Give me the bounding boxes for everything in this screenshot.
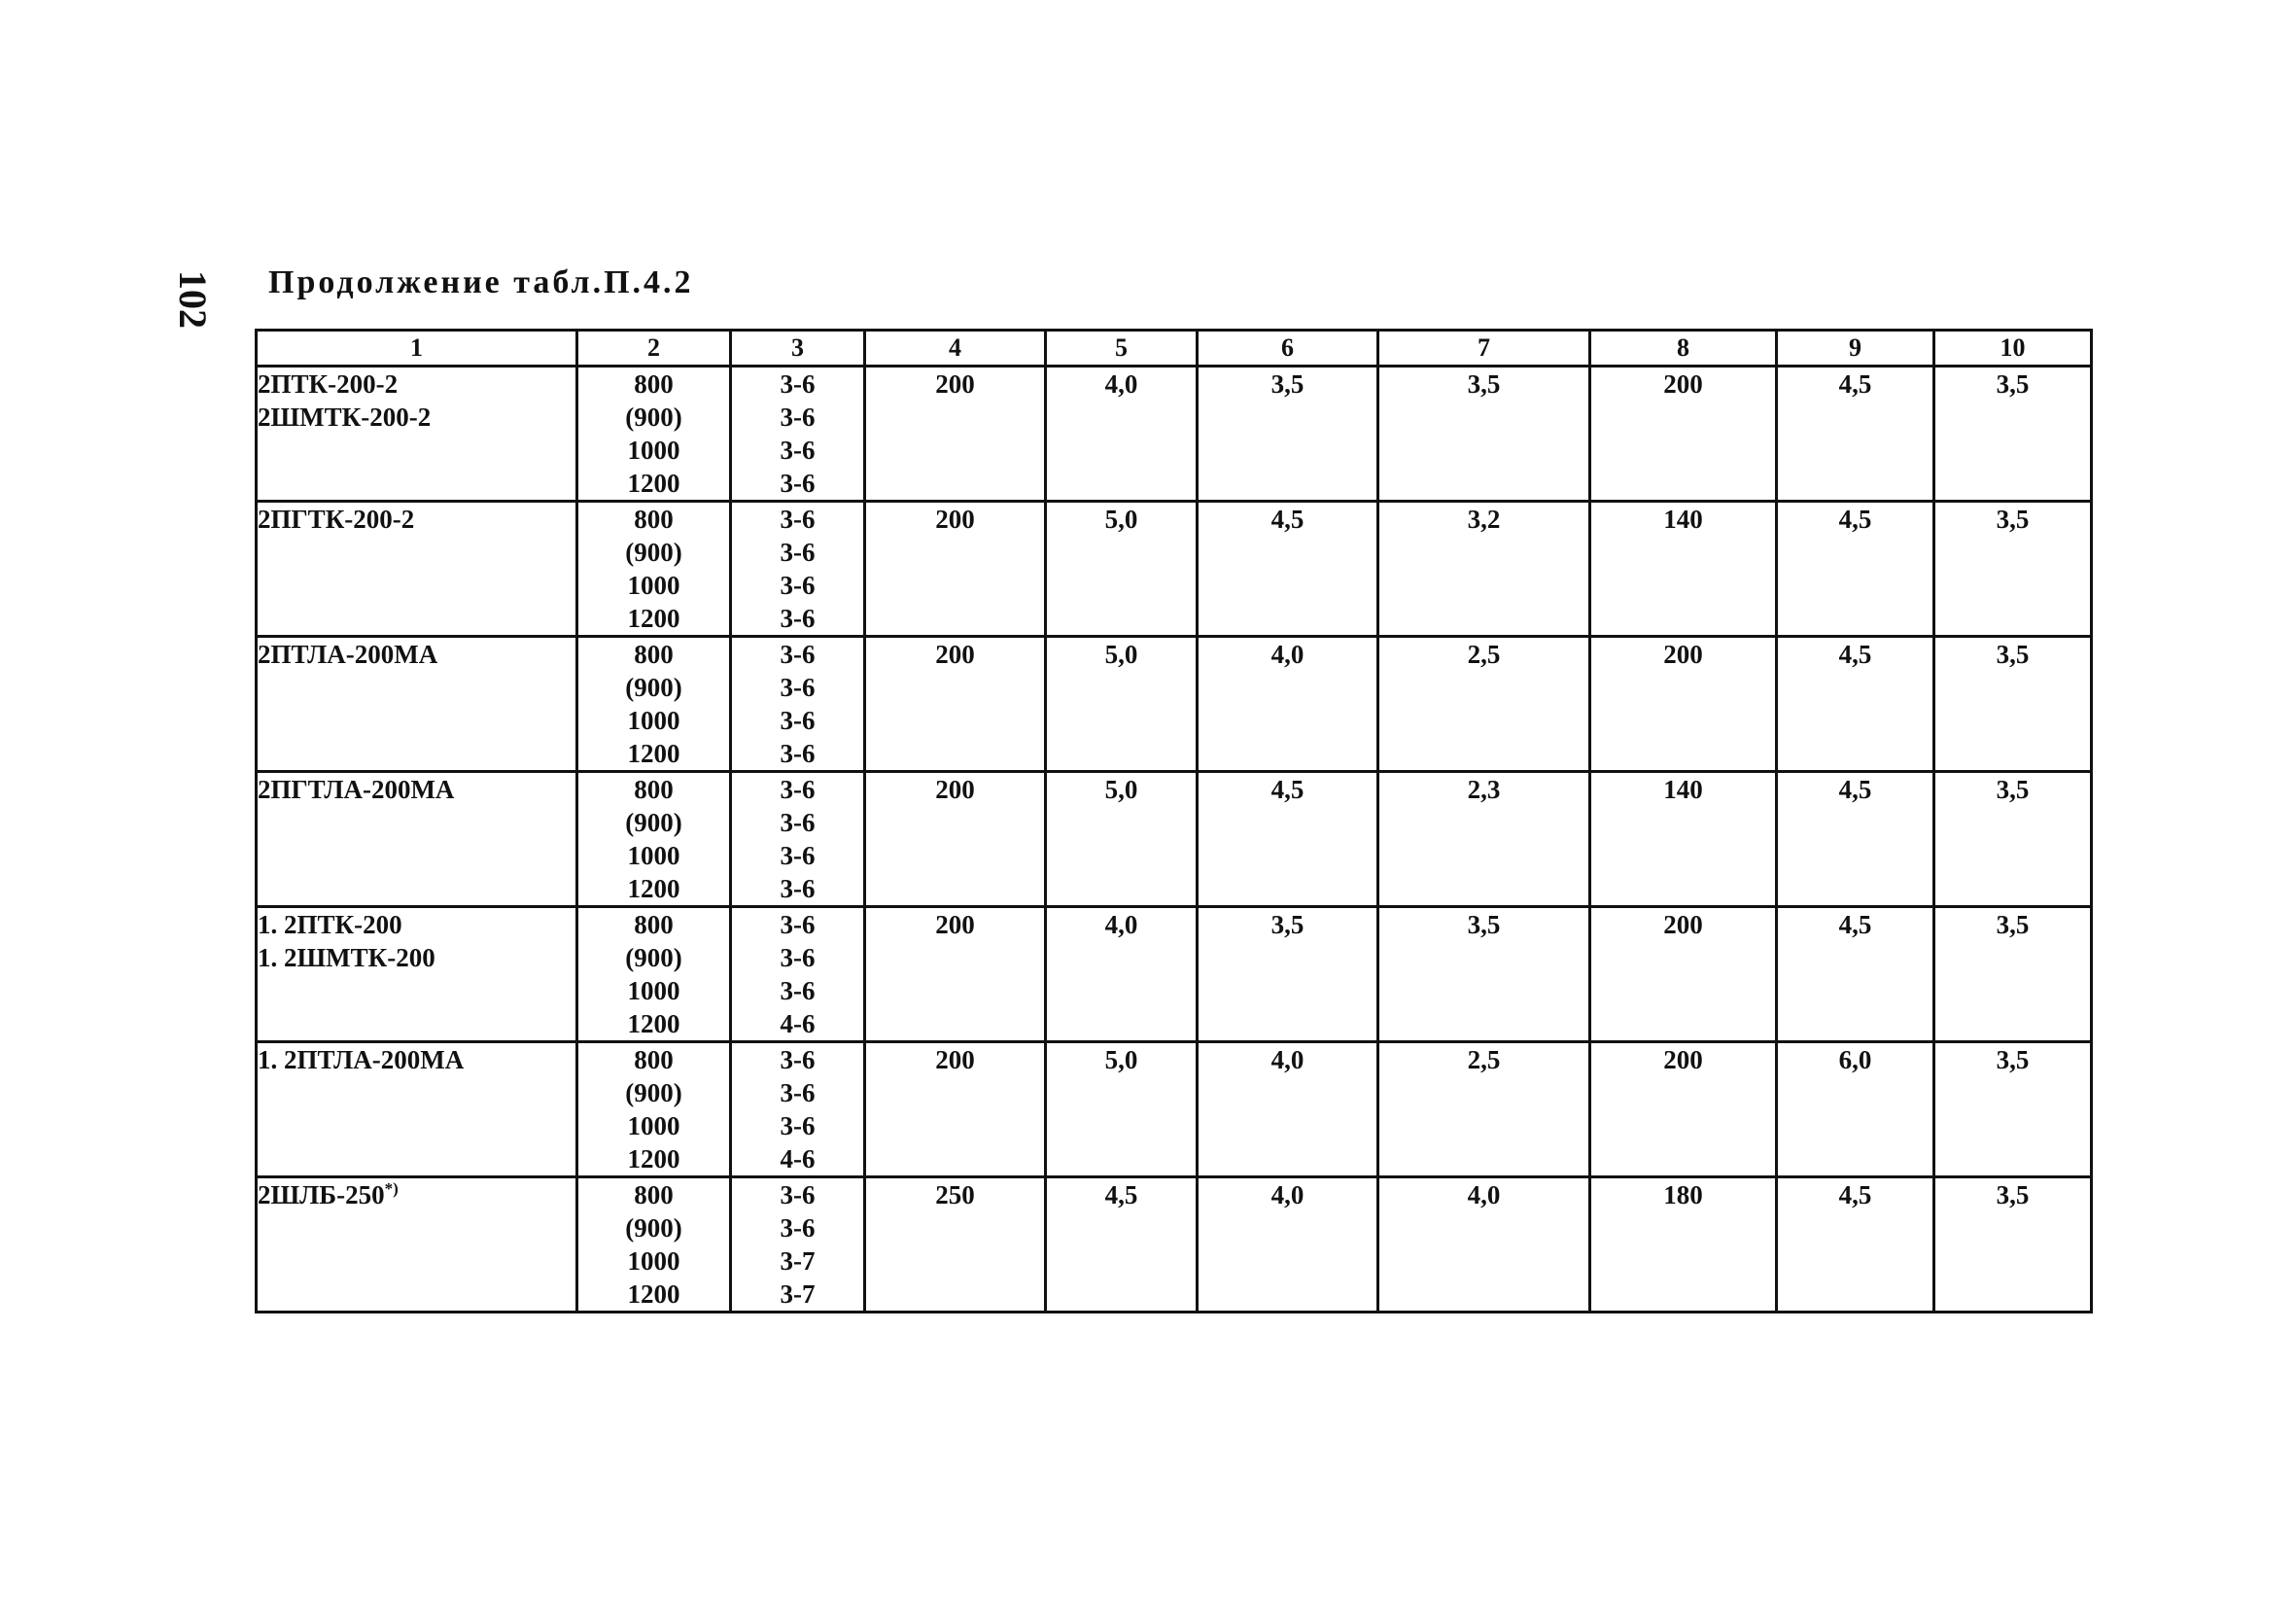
cell-value: 200 (935, 910, 975, 939)
cell-col6 (1198, 1177, 1378, 1313)
cell-value: 5,0 (1104, 775, 1138, 804)
equipment-name: 2ПТК-200-2 (258, 369, 399, 399)
col2-value: 1200 (627, 1279, 680, 1309)
cell-value: 4,5 (1838, 369, 1872, 399)
cell-value: 2,5 (1467, 1045, 1501, 1074)
cell-col8 (1590, 1177, 1777, 1313)
cell-col9 (1777, 502, 1934, 637)
col3-value: 4-6 (780, 1144, 816, 1173)
cell-col7 (1378, 1177, 1590, 1313)
cell-col2 (577, 1042, 731, 1177)
cell-value: 3,5 (1996, 910, 2030, 939)
table-row (257, 907, 2092, 1042)
cell-value: 3,5 (1996, 505, 2030, 534)
col3-value: 3-6 (780, 436, 816, 465)
cell-value: 4,5 (1838, 505, 1872, 534)
col3-value: 3-6 (780, 1111, 816, 1140)
cell-col5 (1046, 637, 1198, 772)
col2-value: 1000 (627, 1246, 680, 1276)
cell-value: 3,5 (1270, 910, 1305, 939)
table-row (257, 502, 2092, 637)
column-header: 2 (577, 331, 731, 367)
cell-value: 140 (1663, 775, 1703, 804)
cell-value: 4,0 (1270, 1180, 1305, 1209)
table-caption: Продолжение табл.П.4.2 (268, 264, 694, 300)
col3-value: 3-6 (780, 604, 816, 633)
cell-value: 3,5 (1467, 369, 1501, 399)
cell-col3 (731, 772, 865, 907)
cell-col5 (1046, 1042, 1198, 1177)
col3-value: 3-6 (780, 808, 816, 837)
col2-value: 800 (634, 775, 674, 804)
cell-col7 (1378, 772, 1590, 907)
col3-value: 4-6 (780, 1009, 816, 1038)
cell-value: 3,5 (1467, 910, 1501, 939)
col2-value: (900) (625, 673, 682, 702)
cell-col2 (577, 907, 731, 1042)
cell-value: 4,5 (1838, 775, 1872, 804)
cell-name (257, 367, 577, 502)
col2-value: (900) (625, 943, 682, 972)
equipment-name: 2ШМТК-200-2 (258, 403, 432, 432)
column-header: 9 (1777, 331, 1934, 367)
cell-value: 180 (1663, 1180, 1703, 1209)
cell-col10 (1934, 502, 2092, 637)
cell-col8 (1590, 1042, 1777, 1177)
cell-value: 4,5 (1270, 505, 1305, 534)
cell-col4 (865, 907, 1046, 1042)
col2-value: 800 (634, 1045, 674, 1074)
table-row (257, 772, 2092, 907)
col2-value: 800 (634, 369, 674, 399)
cell-name (257, 907, 577, 1042)
cell-name (257, 502, 577, 637)
col2-value: 800 (634, 640, 674, 669)
col2-value: 1200 (627, 469, 680, 498)
col3-value: 3-6 (780, 943, 816, 972)
col2-value: 1000 (627, 841, 680, 870)
col2-value: 1200 (627, 1009, 680, 1038)
col2-value: 1000 (627, 1111, 680, 1140)
cell-col3 (731, 907, 865, 1042)
equipment-name: 2ШЛБ-250 (258, 1180, 385, 1209)
cell-value: 4,5 (1270, 775, 1305, 804)
cell-col5 (1046, 772, 1198, 907)
cell-value: 2,5 (1467, 640, 1501, 669)
cell-value: 2,3 (1467, 775, 1501, 804)
col3-value: 3-6 (780, 673, 816, 702)
col3-value: 3-7 (780, 1279, 816, 1309)
cell-col10 (1934, 367, 2092, 502)
cell-col10 (1934, 1177, 2092, 1313)
cell-col8 (1590, 772, 1777, 907)
cell-value: 200 (1663, 1045, 1703, 1074)
column-header: 6 (1198, 331, 1378, 367)
col3-value: 3-6 (780, 403, 816, 432)
cell-name (257, 772, 577, 907)
col2-value: (900) (625, 403, 682, 432)
equipment-name: 2ПГТК-200-2 (258, 505, 415, 534)
cell-col8 (1590, 502, 1777, 637)
cell-col2 (577, 772, 731, 907)
cell-value: 4,0 (1104, 910, 1138, 939)
cell-value: 5,0 (1104, 505, 1138, 534)
table-row (257, 1042, 2092, 1177)
equipment-name: 1. 2ПТЛА-200МА (258, 1045, 465, 1074)
cell-value: 6,0 (1838, 1045, 1872, 1074)
equipment-name-line (258, 1178, 575, 1211)
cell-col8 (1590, 367, 1777, 502)
col2-value: 1000 (627, 436, 680, 465)
cell-value: 200 (1663, 640, 1703, 669)
col2-value: 1000 (627, 706, 680, 735)
table-row (257, 367, 2092, 502)
cell-value: 250 (935, 1180, 975, 1209)
cell-value: 200 (935, 775, 975, 804)
cell-value: 140 (1663, 505, 1703, 534)
cell-value: 4,5 (1838, 640, 1872, 669)
cell-value: 4,5 (1838, 1180, 1872, 1209)
col3-value: 3-6 (780, 1180, 816, 1209)
cell-col8 (1590, 637, 1777, 772)
cell-col9 (1777, 772, 1934, 907)
col2-value: 1200 (627, 874, 680, 903)
col2-value: (900) (625, 808, 682, 837)
cell-col6 (1198, 1042, 1378, 1177)
table-row (257, 1177, 2092, 1313)
cell-col2 (577, 502, 731, 637)
cell-value: 200 (935, 505, 975, 534)
col2-value: (900) (625, 1213, 682, 1243)
cell-value: 4,0 (1270, 1045, 1305, 1074)
cell-col9 (1777, 637, 1934, 772)
col3-value: 3-6 (780, 640, 816, 669)
equipment-name: 2ПГТЛА-200МА (258, 775, 455, 804)
cell-value: 3,5 (1996, 1045, 2030, 1074)
data-table (255, 329, 2093, 1313)
cell-value: 3,5 (1270, 369, 1305, 399)
col2-value: 1000 (627, 571, 680, 600)
cell-col3 (731, 502, 865, 637)
col2-value: 800 (634, 505, 674, 534)
cell-col6 (1198, 502, 1378, 637)
header-row (257, 331, 2092, 367)
col2-value: (900) (625, 1078, 682, 1107)
cell-col9 (1777, 907, 1934, 1042)
col2-value: (900) (625, 538, 682, 567)
col3-value: 3-6 (780, 841, 816, 870)
cell-col7 (1378, 1042, 1590, 1177)
cell-value: 5,0 (1104, 1045, 1138, 1074)
cell-col6 (1198, 637, 1378, 772)
cell-value: 5,0 (1104, 640, 1138, 669)
cell-col8 (1590, 907, 1777, 1042)
cell-col9 (1777, 1042, 1934, 1177)
cell-col2 (577, 637, 731, 772)
cell-col10 (1934, 772, 2092, 907)
cell-name (257, 1177, 577, 1313)
cell-value: 3,2 (1467, 505, 1501, 534)
col3-value: 3-6 (780, 571, 816, 600)
equipment-name: 1. 2ШМТК-200 (258, 943, 435, 972)
cell-col3 (731, 1177, 865, 1313)
col2-value: 1200 (627, 739, 680, 768)
col2-value: 1200 (627, 604, 680, 633)
cell-value: 200 (1663, 910, 1703, 939)
cell-value: 4,0 (1104, 369, 1138, 399)
cell-col5 (1046, 367, 1198, 502)
cell-col9 (1777, 367, 1934, 502)
cell-name (257, 637, 577, 772)
col3-value: 3-6 (780, 976, 816, 1005)
cell-col10 (1934, 637, 2092, 772)
cell-value: 4,5 (1838, 910, 1872, 939)
cell-value: 200 (935, 1045, 975, 1074)
col3-value: 3-6 (780, 910, 816, 939)
cell-col9 (1777, 1177, 1934, 1313)
cell-value: 200 (1663, 369, 1703, 399)
column-header: 3 (731, 331, 865, 367)
col3-value: 3-6 (780, 538, 816, 567)
col3-value: 3-6 (780, 469, 816, 498)
col3-value: 3-6 (780, 775, 816, 804)
cell-col7 (1378, 502, 1590, 637)
cell-col10 (1934, 1042, 2092, 1177)
cell-col4 (865, 367, 1046, 502)
col3-value: 3-6 (780, 505, 816, 534)
column-header: 8 (1590, 331, 1777, 367)
col3-value: 3-7 (780, 1246, 816, 1276)
cell-col5 (1046, 1177, 1198, 1313)
table-row (257, 637, 2092, 772)
cell-value: 200 (935, 369, 975, 399)
col3-value: 3-6 (780, 369, 816, 399)
cell-col10 (1934, 907, 2092, 1042)
cell-col5 (1046, 502, 1198, 637)
col3-value: 3-6 (780, 739, 816, 768)
footnote-mark: *) (384, 1179, 399, 1198)
column-header: 10 (1934, 331, 2092, 367)
cell-col4 (865, 772, 1046, 907)
col3-value: 3-6 (780, 1078, 816, 1107)
col2-value: 1000 (627, 976, 680, 1005)
page-number: 102 (171, 270, 215, 329)
cell-col3 (731, 367, 865, 502)
cell-value: 200 (935, 640, 975, 669)
cell-value: 4,0 (1467, 1180, 1501, 1209)
cell-col7 (1378, 637, 1590, 772)
equipment-name: 2ПТЛА-200МА (258, 640, 438, 669)
cell-col2 (577, 367, 731, 502)
cell-col2 (577, 1177, 731, 1313)
col3-value: 3-6 (780, 1045, 816, 1074)
cell-col3 (731, 637, 865, 772)
cell-col4 (865, 1177, 1046, 1313)
col3-value: 3-6 (780, 1213, 816, 1243)
cell-value: 4,5 (1104, 1180, 1138, 1209)
cell-col7 (1378, 907, 1590, 1042)
column-header: 7 (1378, 331, 1590, 367)
col3-value: 3-6 (780, 706, 816, 735)
cell-col4 (865, 1042, 1046, 1177)
col2-value: 1200 (627, 1144, 680, 1173)
cell-col3 (731, 1042, 865, 1177)
cell-col7 (1378, 367, 1590, 502)
cell-col4 (865, 502, 1046, 637)
col2-value: 800 (634, 910, 674, 939)
cell-col4 (865, 637, 1046, 772)
cell-value: 3,5 (1996, 369, 2030, 399)
column-header: 1 (257, 331, 577, 367)
cell-col6 (1198, 907, 1378, 1042)
column-header: 4 (865, 331, 1046, 367)
cell-value: 4,0 (1270, 640, 1305, 669)
cell-value: 3,5 (1996, 640, 2030, 669)
col3-value: 3-6 (780, 874, 816, 903)
cell-col5 (1046, 907, 1198, 1042)
cell-value: 3,5 (1996, 1180, 2030, 1209)
column-header: 5 (1046, 331, 1198, 367)
cell-col6 (1198, 772, 1378, 907)
col2-value: 800 (634, 1180, 674, 1209)
cell-col6 (1198, 367, 1378, 502)
cell-name (257, 1042, 577, 1177)
equipment-name: 1. 2ПТК-200 (258, 910, 402, 939)
cell-value: 3,5 (1996, 775, 2030, 804)
